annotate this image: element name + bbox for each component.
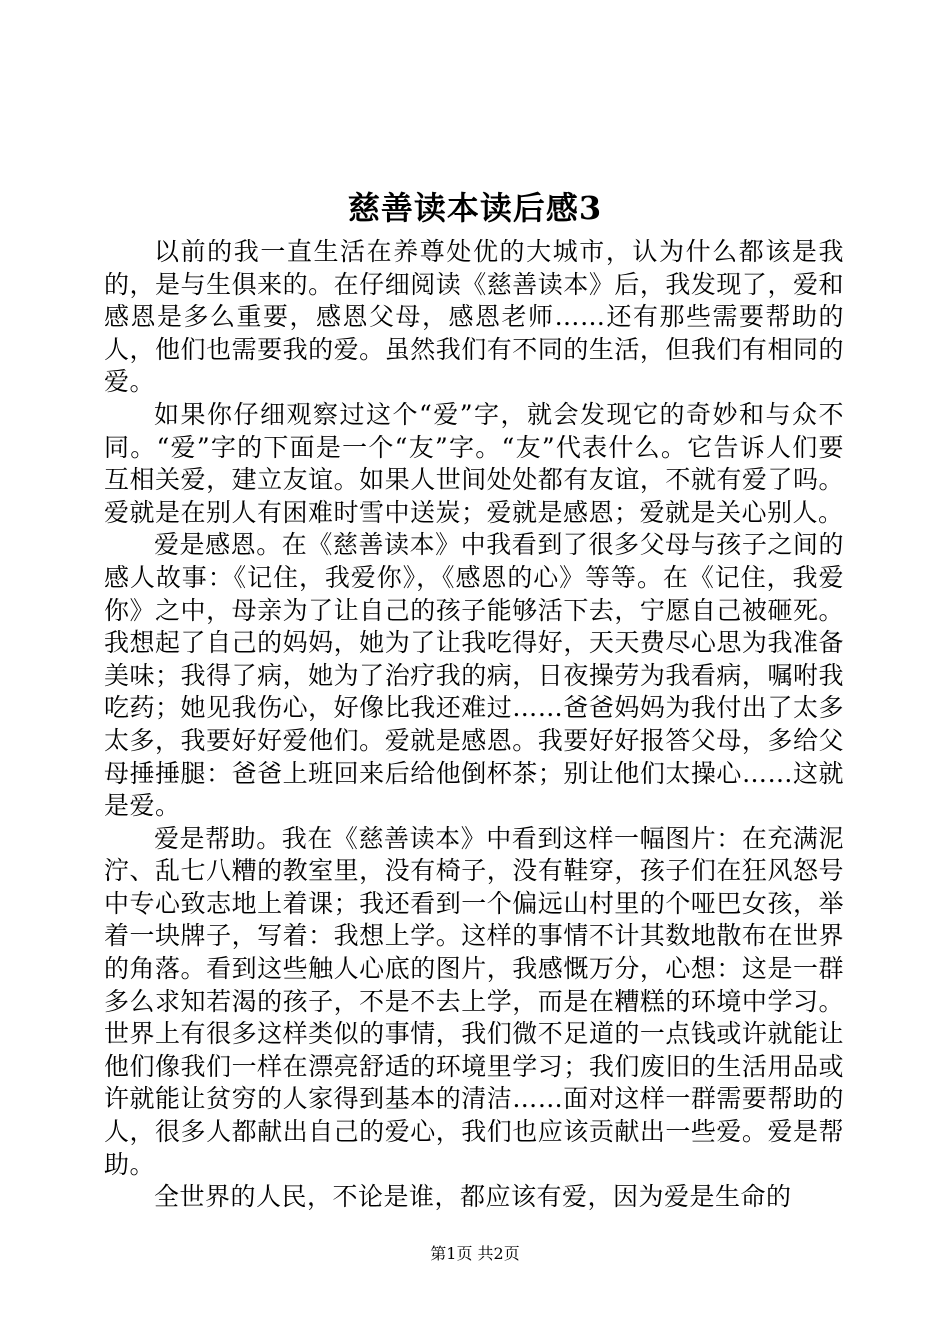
paragraph: 爱是感恩。在《慈善读本》中我看到了很多父母与孩子之间的感人故事：《记住，我爱你》，《感恩的心》等等。在《记住，我爱你》之中，母亲为了让自己的孩子能够活下去，宁愿自己被砸死。我想起了自己的妈妈，她为了让我吃得好，天天费尽心思为我准备美味；我得了病，她为了治疗我的病，日夜操劳为我看病，嘱咐我吃药；她见我伤心，好像比我还难过……爸爸妈妈为我付出了太多太多，我要好好爱他们。爱就是感恩。我要好好报答父母，多给父母捶捶腿：爸爸上班回来后给他倒杯茶；别让他们太操心……这就是爱。: [104, 530, 844, 821]
paragraph: 全世界的人民，不论是谁，都应该有爱，因为爱是生命的: [154, 1182, 792, 1212]
document-title: 慈善读本读后感3: [347, 189, 603, 227]
document-body: [104, 236, 844, 1214]
paragraph: 以前的我一直生活在养尊处优的大城市，认为什么都该是我的，是与生俱来的。在仔细阅读《慈善读本》后，我发现了，爱和感恩是多么重要，感恩父母，感恩老师……还有那些需要帮助的人，他们也需要我的爱。虽然我们有不同的生活，但我们有相同的爱。: [104, 237, 844, 397]
paragraph: 爱是帮助。我在《慈善读本》中看到这样一幅图片：在充满泥泞、乱七八糟的教室里，没有椅子，没有鞋穿，孩子们在狂风怒号中专心致志地上着课；我还看到一个偏远山村里的个哑巴女孩，举着一块牌子，写着：我想上学。这样的事情不计其数地散布在世界的角落。看到这些触人心底的图片，我感慨万分，心想：这是一群多么求知若渴的孩子，不是不去上学，而是在糟糕的环境中学习。世界上有很多这样类似的事情，我们微不足道的一点钱或许就能让他们像我们一样在漂亮舒适的环境里学习；我们废旧的生活用品或许就能让贫穷的人家得到基本的清洁……面对这样一群需要帮助的人，很多人都献出自己的爱心，我们也应该贡献出一些爱。爱是帮助。: [104, 823, 844, 1179]
page-footer: 第1页 共2页: [430, 1244, 520, 1263]
paragraph: 如果你仔细观察过这个“爱”字，就会发现它的奇妙和与众不同。“爱”字的下面是一个“友”字。“友”代表什么。它告诉人们要互相关爱，建立友谊。如果人世间处处都有友谊，不就有爱了吗。爱就是在别人有困难时雪中送炭；爱就是感恩；爱就是关心别人。: [104, 399, 844, 527]
